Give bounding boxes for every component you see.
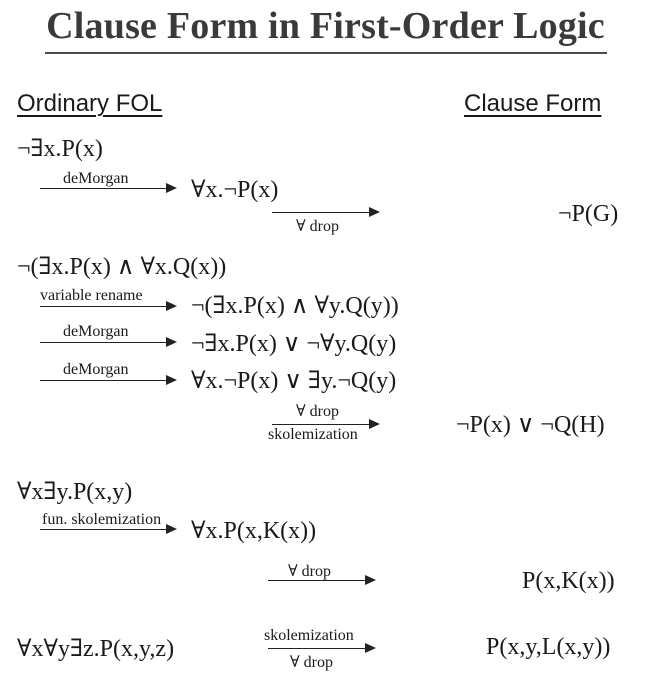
block1-clause: ¬P(G) xyxy=(558,201,619,227)
block2-step2-result: ¬∃x.P(x) ∨ ¬∀y.Q(y) xyxy=(191,331,397,357)
block2-step2-arrow xyxy=(40,342,175,343)
block4-step-label-bottom: ∀ drop xyxy=(290,654,333,671)
block1-step2-label: ∀ drop xyxy=(296,218,339,235)
block2-step4-arrow xyxy=(272,424,378,425)
block2-step3-result: ∀x.¬P(x) ∨ ∃y.¬Q(y) xyxy=(191,368,397,394)
title-underline xyxy=(45,52,607,54)
block2-step1-label: variable rename xyxy=(40,287,143,304)
block2-step4-label-bottom: skolemization xyxy=(268,426,358,443)
clause-form-header: Clause Form xyxy=(464,90,602,117)
block3-step2-arrow xyxy=(268,580,374,581)
block4-step-arrow xyxy=(268,648,374,649)
block3-formula: ∀x∃y.P(x,y) xyxy=(17,479,133,505)
block2-step2-label: deMorgan xyxy=(63,323,129,340)
block1-step1-label: deMorgan xyxy=(63,170,129,187)
block1-step2-arrow xyxy=(272,212,378,213)
block1-step1-arrow xyxy=(40,188,175,189)
block2-step3-label: deMorgan xyxy=(63,361,129,378)
block4-clause: P(x,y,L(x,y)) xyxy=(486,634,611,660)
block3-step1-result: ∀x.P(x,K(x)) xyxy=(191,518,317,544)
block4-step-label-top: skolemization xyxy=(264,627,354,644)
block1-formula: ¬∃x.P(x) xyxy=(17,136,103,162)
block3-step2-label: ∀ drop xyxy=(288,563,331,580)
block2-step1-result: ¬(∃x.P(x) ∧ ∀y.Q(y)) xyxy=(191,293,399,319)
block2-step1-arrow xyxy=(40,306,175,307)
block3-step1-label: fun. skolemization xyxy=(42,511,162,528)
block3-step1-arrow xyxy=(40,529,175,530)
block2-step3-arrow xyxy=(40,380,175,381)
block1-step1-result: ∀x.¬P(x) xyxy=(191,177,279,203)
ordinary-fol-header: Ordinary FOL xyxy=(17,90,163,117)
page-title: Clause Form in First-Order Logic xyxy=(46,5,605,47)
block3-clause: P(x,K(x)) xyxy=(522,568,615,594)
block2-clause: ¬P(x) ∨ ¬Q(H) xyxy=(456,412,605,438)
block4-formula: ∀x∀y∃z.P(x,y,z) xyxy=(17,636,175,662)
block2-formula: ¬(∃x.P(x) ∧ ∀x.Q(x)) xyxy=(17,254,227,280)
block2-step4-label-top: ∀ drop xyxy=(296,403,339,420)
